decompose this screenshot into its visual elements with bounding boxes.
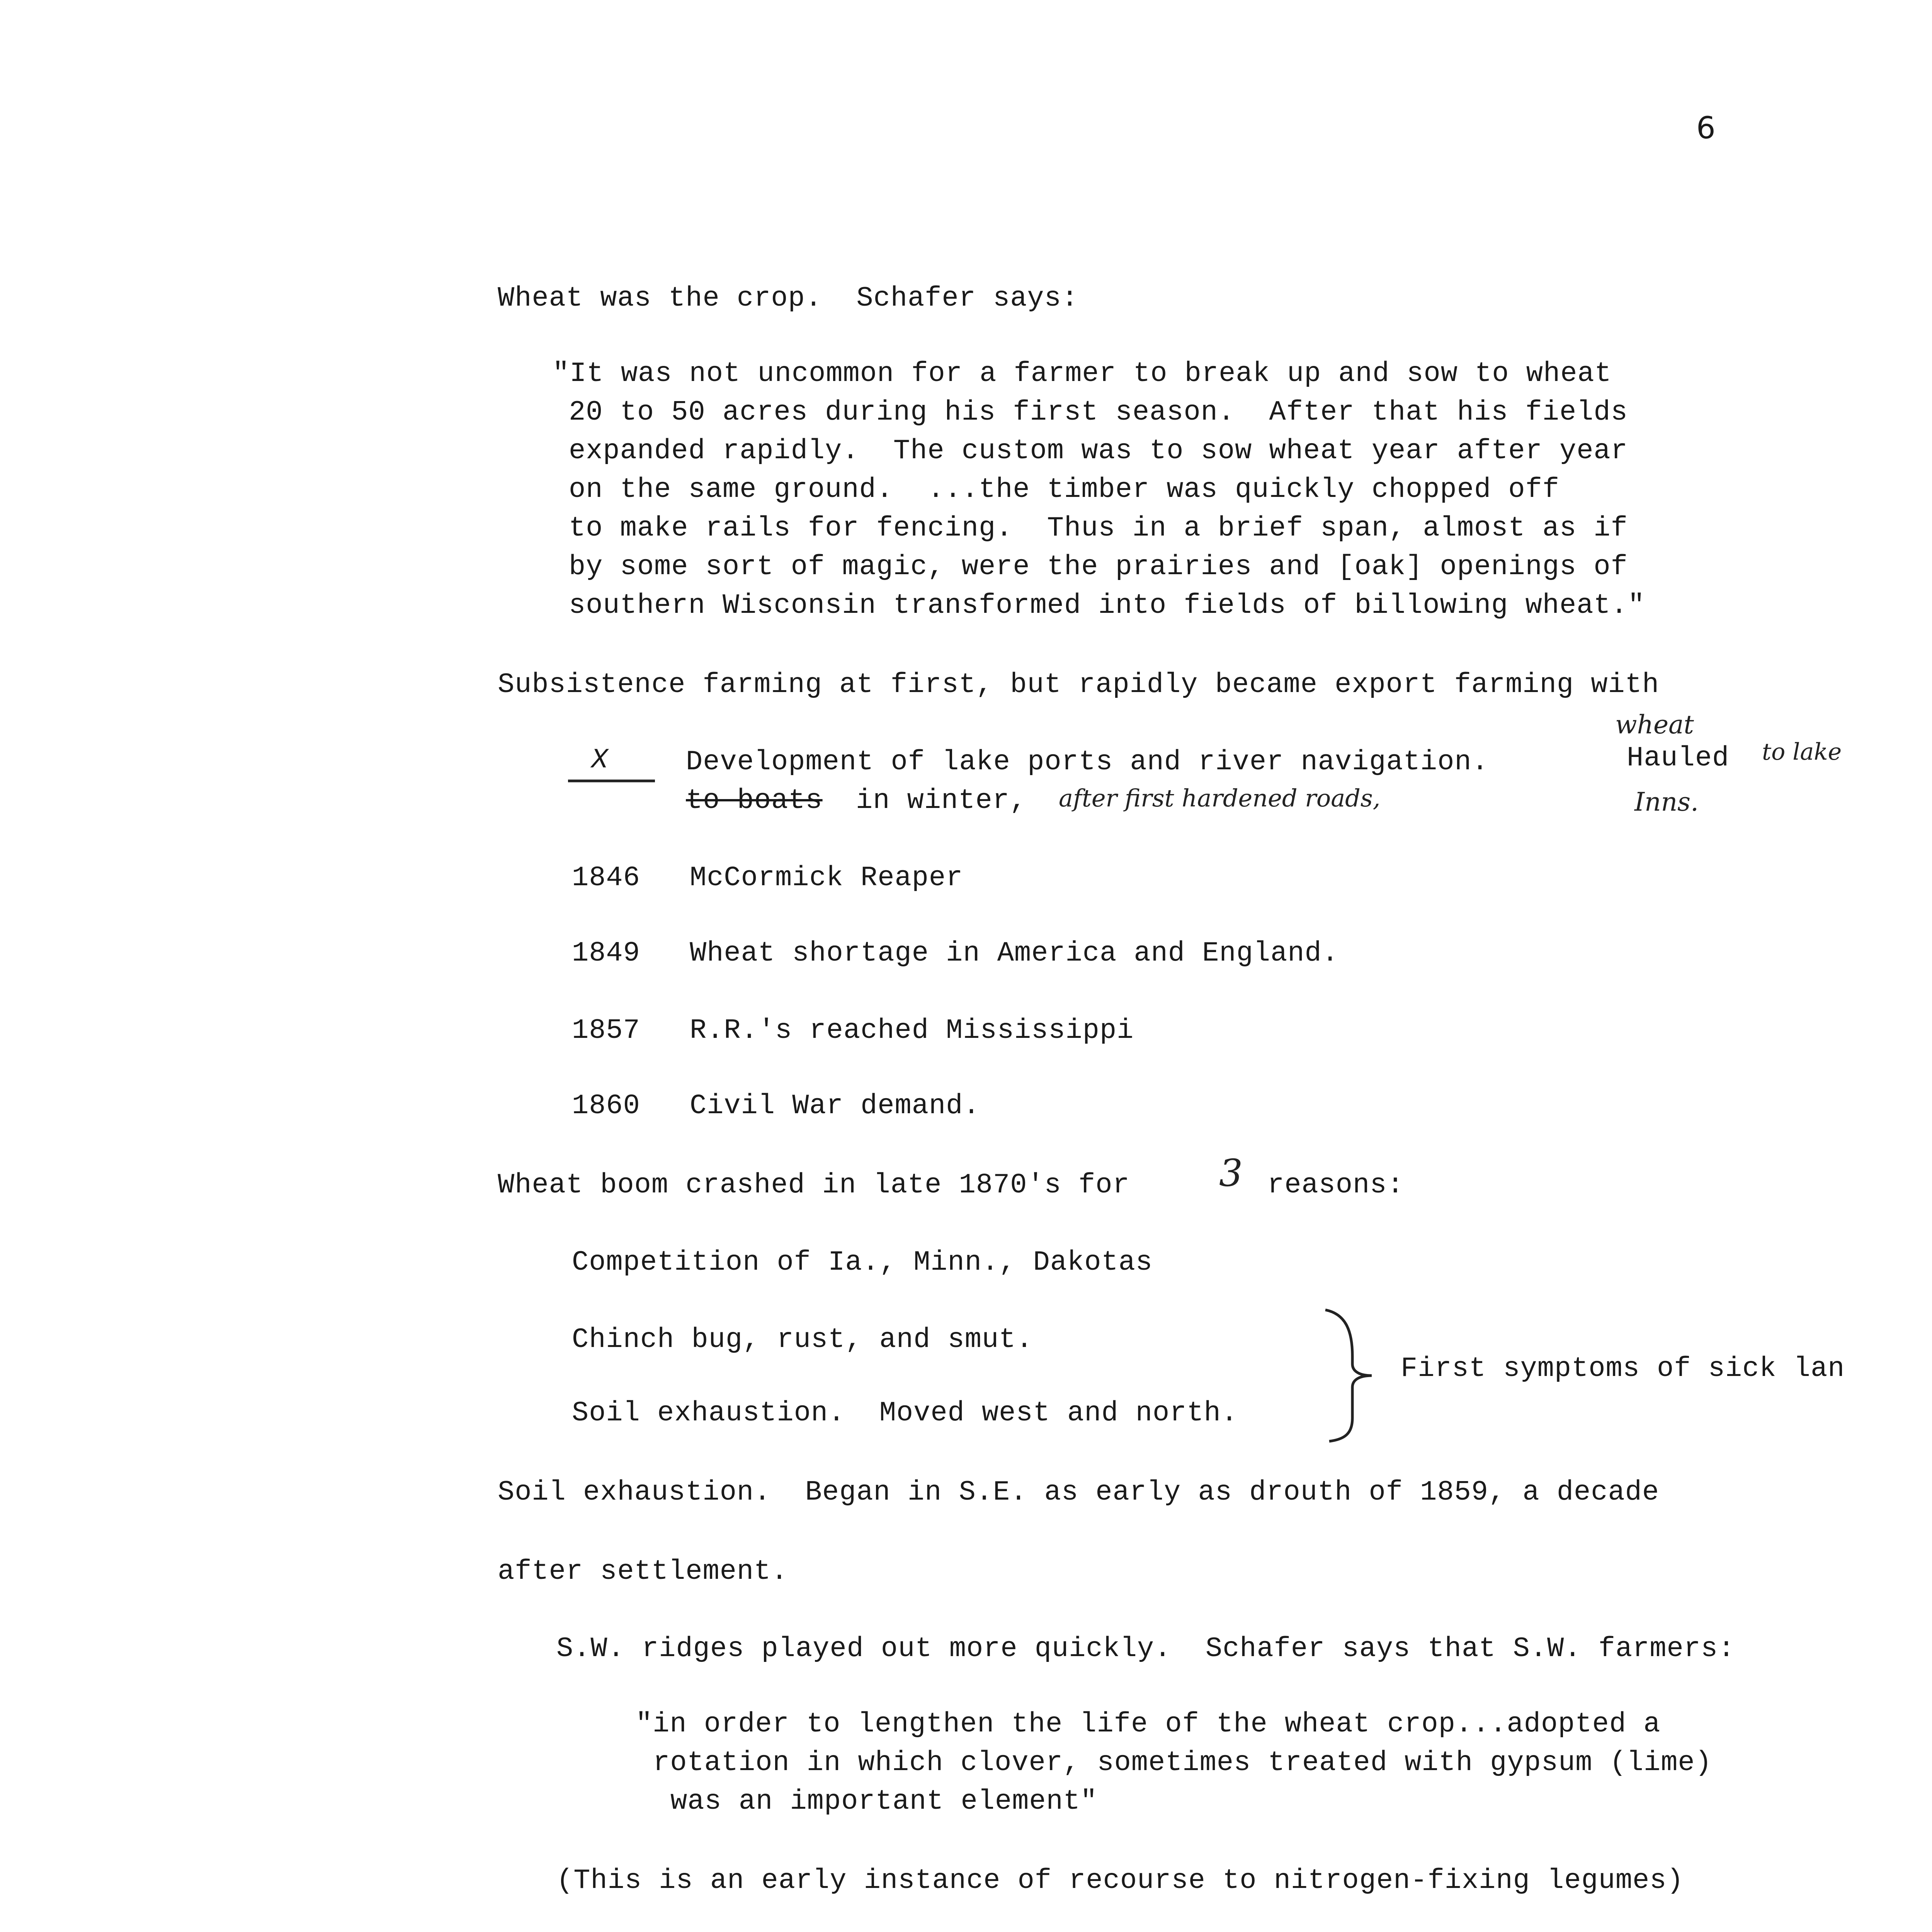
subsistence-line: Subsistence farming at first, but rapidly became export farming with: [498, 669, 1660, 701]
curly-bracket: [1314, 1306, 1383, 1445]
mark-underline: [568, 779, 657, 783]
quote-line: rotation in which clover, sometimes treated with gypsum (lime): [653, 1747, 1712, 1779]
bracket-note: First symptoms of sick lan: [1401, 1353, 1845, 1384]
reason-item: Chinch bug, rust, and smut.: [572, 1324, 1033, 1355]
handwritten-inns: Inns.: [1634, 787, 1699, 817]
soil-line-2: after settlement.: [498, 1556, 788, 1587]
quote-line: southern Wisconsin transformed into fields of billowing wheat.": [569, 590, 1645, 621]
struck-text: to boats: [686, 785, 823, 816]
quote-line: to make rails for fencing. Thus in a brief span, almost as if: [569, 512, 1628, 544]
handwritten-three: 3: [1219, 1151, 1243, 1195]
timeline-event: R.R.'s reached Mississippi: [690, 1015, 1134, 1046]
hauled-word: Hauled: [1627, 742, 1730, 774]
intro-line: Wheat was the crop. Schafer says:: [498, 282, 1079, 314]
timeline-event: Wheat shortage in America and England.: [690, 937, 1339, 969]
handwritten-wheat: wheat: [1615, 710, 1694, 740]
timeline-year: 1849: [572, 937, 640, 969]
page-number: 6: [1696, 111, 1716, 146]
in-winter-text: in winter,: [856, 785, 1027, 816]
timeline-year: 1860: [572, 1090, 640, 1122]
timeline-year: 1846: [572, 862, 640, 894]
quote-line: on the same ground. ...the timber was quickly chopped off: [569, 474, 1560, 505]
soil-line-1: Soil exhaustion. Began in S.E. as early as drouth of 1859, a decade: [498, 1476, 1660, 1508]
check-mark: X: [591, 744, 609, 776]
boom-line-start: Wheat boom crashed in late 1870's for: [498, 1169, 1130, 1201]
sw-ridges-line: S.W. ridges played out more quickly. Schafer says that S.W. farmers:: [556, 1633, 1735, 1665]
quote-line: "It was not uncommon for a farmer to break up and sow to wheat: [553, 358, 1612, 389]
boom-line-end: reasons:: [1267, 1169, 1404, 1201]
timeline-event: Civil War demand.: [690, 1090, 980, 1122]
quote-line: was an important element": [670, 1786, 1098, 1817]
reason-item: Soil exhaustion. Moved west and north.: [572, 1397, 1238, 1429]
early-instance-line: (This is an early instance of recourse to nitrogen-fixing legumes): [556, 1865, 1684, 1896]
handwritten-after-roads: after first hardened roads,: [1059, 784, 1381, 812]
quote-line: by some sort of magic, were the prairies and [oak] openings of: [569, 551, 1628, 583]
timeline-year: 1857: [572, 1015, 640, 1046]
handwritten-to-lake: to lake: [1762, 738, 1842, 765]
timeline-event: McCormick Reaper: [690, 862, 963, 894]
reason-item: Competition of Ia., Minn., Dakotas: [572, 1247, 1153, 1278]
quote-line: expanded rapidly. The custom was to sow wheat year after year: [569, 435, 1628, 467]
quote-line: "in order to lengthen the life of the wheat crop...adopted a: [636, 1708, 1661, 1740]
quote-line: 20 to 50 acres during his first season. After that his fields: [569, 396, 1628, 428]
development-line: Development of lake ports and river navigation.: [686, 746, 1489, 778]
